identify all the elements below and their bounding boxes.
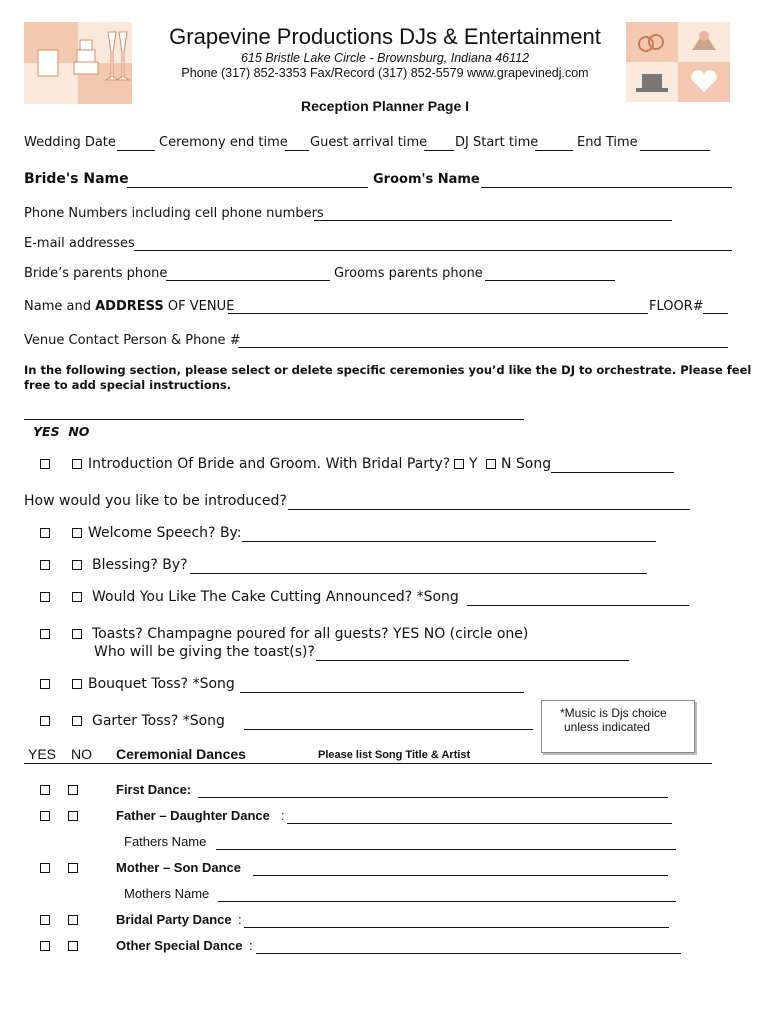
music-note-box <box>541 700 695 753</box>
venue-contact-field[interactable] <box>238 347 728 348</box>
venue-name-text: Name and <box>24 299 91 314</box>
father-daughter-colon: : <box>281 808 285 823</box>
wedding-date-field[interactable] <box>117 150 155 151</box>
mothers-name-field[interactable] <box>218 901 676 902</box>
mother-son-field[interactable] <box>253 875 668 876</box>
email-field[interactable] <box>134 250 732 251</box>
music-note-line-1: *Music is Djs choice <box>560 706 667 720</box>
venue-of-text: OF VENUE <box>167 299 235 314</box>
instructions-line-1: In the following section, please select or delete specific ceremonies you’d like the DJ to orchestrate. Please feel <box>24 363 752 377</box>
song-hint: Please list Song Title & Artist <box>318 749 471 761</box>
bridal-party-dance-field[interactable] <box>244 927 669 928</box>
welcome-field[interactable] <box>242 541 656 542</box>
mothers-name-label: Mothers Name <box>124 886 210 901</box>
end-time-field[interactable] <box>640 150 710 151</box>
garter-song-field[interactable] <box>244 729 533 730</box>
brides-name-field[interactable] <box>127 187 368 188</box>
bridal-party-y-label: Y <box>469 456 478 472</box>
grooms-name-field[interactable] <box>481 187 732 188</box>
mother-son-no-checkbox[interactable] <box>68 863 78 873</box>
blessing-yes-checkbox[interactable] <box>40 560 50 570</box>
grooms-parents-label: Grooms parents phone <box>334 266 483 281</box>
other-dance-yes-checkbox[interactable] <box>40 941 50 951</box>
mother-son-yes-checkbox[interactable] <box>40 863 50 873</box>
blessing-field[interactable] <box>190 573 647 574</box>
toasts-label: Toasts? Champagne poured for all guests? YES NO (circle one) <box>92 626 529 642</box>
grooms-parents-field[interactable] <box>485 280 615 281</box>
first-dance-no-checkbox[interactable] <box>68 785 78 795</box>
guest-arrival-label: Guest arrival time <box>310 135 428 150</box>
introduced-field[interactable] <box>288 509 690 510</box>
intro-song-label: N Song <box>501 456 552 472</box>
toasts-yes-checkbox[interactable] <box>40 629 50 639</box>
no-header: NO <box>68 424 90 439</box>
bouquet-no-checkbox[interactable] <box>72 679 82 689</box>
dances-no-header: NO <box>71 746 92 762</box>
intro-yes-checkbox[interactable] <box>40 459 50 469</box>
bouquet-song-field[interactable] <box>240 692 524 693</box>
fathers-name-field[interactable] <box>216 849 676 850</box>
yes-no-header <box>33 424 89 439</box>
first-dance-label: First Dance: <box>116 782 192 797</box>
page-subtitle: Reception Planner Page I <box>300 98 470 114</box>
venue-label <box>24 299 234 314</box>
cake-no-checkbox[interactable] <box>72 592 82 602</box>
wedding-date-label: Wedding Date <box>24 135 116 150</box>
garter-yes-checkbox[interactable] <box>40 716 50 726</box>
fathers-name-label: Fathers Name <box>124 834 207 849</box>
dj-start-label: DJ Start time <box>455 135 539 150</box>
other-dance-label: Other Special Dance <box>116 938 243 953</box>
garter-label: Garter Toss? *Song <box>92 713 225 729</box>
guest-arrival-field[interactable] <box>424 150 454 151</box>
ceremony-end-field[interactable] <box>285 150 309 151</box>
end-time-label: End Time <box>577 135 638 150</box>
ceremony-end-label: Ceremony end time <box>159 135 288 150</box>
floor-label: FLOOR# <box>649 299 704 314</box>
toast-giver-field[interactable] <box>316 660 629 661</box>
father-daughter-field[interactable] <box>287 823 672 824</box>
blessing-no-checkbox[interactable] <box>72 560 82 570</box>
bouquet-label: Bouquet Toss? *Song <box>88 676 235 692</box>
dj-start-field[interactable] <box>535 150 573 151</box>
company-phone: Phone (317) 852-3353 Fax/Record (317) 852-5579 www.grapevinedj.com <box>181 66 589 80</box>
father-daughter-yes-checkbox[interactable] <box>40 811 50 821</box>
bridal-party-dance-yes-checkbox[interactable] <box>40 915 50 925</box>
ceremonial-dances-heading: Ceremonial Dances <box>116 746 246 762</box>
other-dance-no-checkbox[interactable] <box>68 941 78 951</box>
dances-yes-header: YES <box>28 746 57 762</box>
first-dance-field[interactable] <box>198 797 668 798</box>
bridal-party-colon: : <box>238 912 242 927</box>
welcome-label: Welcome Speech? By: <box>88 525 242 541</box>
grooms-name-label: Groom's Name <box>373 172 480 187</box>
bridal-party-dance-no-checkbox[interactable] <box>68 915 78 925</box>
intro-label: Introduction Of Bride and Groom. With Bridal Party? <box>88 456 451 472</box>
bouquet-yes-checkbox[interactable] <box>40 679 50 689</box>
father-daughter-no-checkbox[interactable] <box>68 811 78 821</box>
floor-field[interactable] <box>703 313 728 314</box>
bridal-party-n-checkbox[interactable] <box>486 459 496 469</box>
other-dance-colon: : <box>249 938 253 953</box>
phone-numbers-label: Phone Numbers including cell phone numbers <box>24 206 324 221</box>
intro-no-checkbox[interactable] <box>72 459 82 469</box>
music-note-line-2: unless indicated <box>564 720 651 734</box>
email-label: E-mail addresses <box>24 236 135 251</box>
toast-giver-label: Who will be giving the toast(s)? <box>94 644 315 660</box>
other-dance-field[interactable] <box>256 953 681 954</box>
bridal-party-dance-label: Bridal Party Dance <box>116 912 232 927</box>
cake-label: Would You Like The Cake Cutting Announced? *Song <box>92 589 459 605</box>
welcome-no-checkbox[interactable] <box>72 528 82 538</box>
brides-parents-label: Bride’s parents phone <box>24 266 168 281</box>
company-address: 615 Bristle Lake Circle - Brownsburg, Indiana 46112 <box>240 51 530 65</box>
garter-no-checkbox[interactable] <box>72 716 82 726</box>
dances-divider <box>24 763 712 764</box>
yes-header: YES <box>33 424 60 439</box>
welcome-yes-checkbox[interactable] <box>40 528 50 538</box>
venue-field[interactable] <box>228 313 648 314</box>
company-name: Grapevine Productions DJs & Entertainment <box>169 24 601 49</box>
introduced-label: How would you like to be introduced? <box>24 493 287 509</box>
cake-song-field[interactable] <box>467 605 689 606</box>
phone-numbers-field[interactable] <box>314 220 672 221</box>
venue-contact-label: Venue Contact Person & Phone # <box>24 333 241 348</box>
first-dance-yes-checkbox[interactable] <box>40 785 50 795</box>
brides-parents-field[interactable] <box>166 280 330 281</box>
father-daughter-label: Father – Daughter Dance <box>116 808 270 823</box>
toasts-no-checkbox[interactable] <box>72 629 82 639</box>
instructions-line-2: free to add special instructions. <box>24 378 232 392</box>
venue-address-text: ADDRESS <box>95 299 164 314</box>
bridal-party-y-checkbox[interactable] <box>454 459 464 469</box>
mother-son-label: Mother – Son Dance <box>116 860 241 875</box>
brides-name-label: Bride's Name <box>24 171 129 187</box>
cake-yes-checkbox[interactable] <box>40 592 50 602</box>
intro-song-field[interactable] <box>551 472 674 473</box>
section-divider <box>24 419 524 420</box>
blessing-label: Blessing? By? <box>92 557 188 573</box>
